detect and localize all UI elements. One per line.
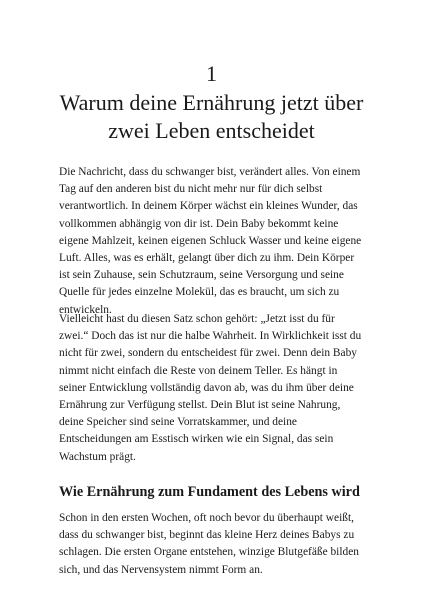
body-paragraph-2: Vielleicht hast du diesen Satz schon gehört: „Jetzt isst du für zwei.“ Doch das ist nur die halbe Wahrheit. In Wirklichkeit isst du nicht für zwei, sondern du entscheidest für zwei. Denn dein Baby nimmt nicht einfach die Reste von deinem Teller. Es hängt in seiner Entwicklung vollständig davon ab, was du ihm über deine Ernährung zur Verfügung stellst. Dein Blut ist seine Nahrung, deine Speicher sind seine Vorratskammer, und deine Entscheidungen am Esstisch wirken wie ein Signal, das sein Wachstum prägt.: [59, 313, 362, 463]
body-paragraph-1: Die Nachricht, dass du schwanger bist, verändert alles. Von einem Tag auf den anderen bist du nicht mehr nur für dich selbst verantwortlich. In deinem Körper wächst ein kleines Wunder, das vollkommen abhängig von dir ist. Dein Baby bekommt keine eigene Mahlzeit, keinen eigenen Schluck Wasser und keine eigene Luft. Alles, was es erhält, gelangt über dich zu ihm. Dein Körper ist sein Zuhause, sein Schutzraum, seine Versorgung und seine Quelle für jedes einzelne Molekül, das es braucht, um sich zu entwickeln.: [59, 166, 362, 316]
section-heading: Wie Ernährung zum Fundament des Lebens wird: [59, 484, 360, 500]
chapter-number: 1: [206, 61, 217, 86]
chapter-title: Warum deine Ernährung jetzt über zwei Leben entscheidet: [59, 90, 364, 143]
section-paragraph: Schon in den ersten Wochen, oft noch bevor du überhaupt weißt, dass du schwanger bist, beginnt das kleine Herz deines Babys zu schlagen. Die ersten Organe entstehen, winzige Blutgefäße bilden sich, und das Nervensystem nimmt Form an.: [59, 512, 359, 576]
